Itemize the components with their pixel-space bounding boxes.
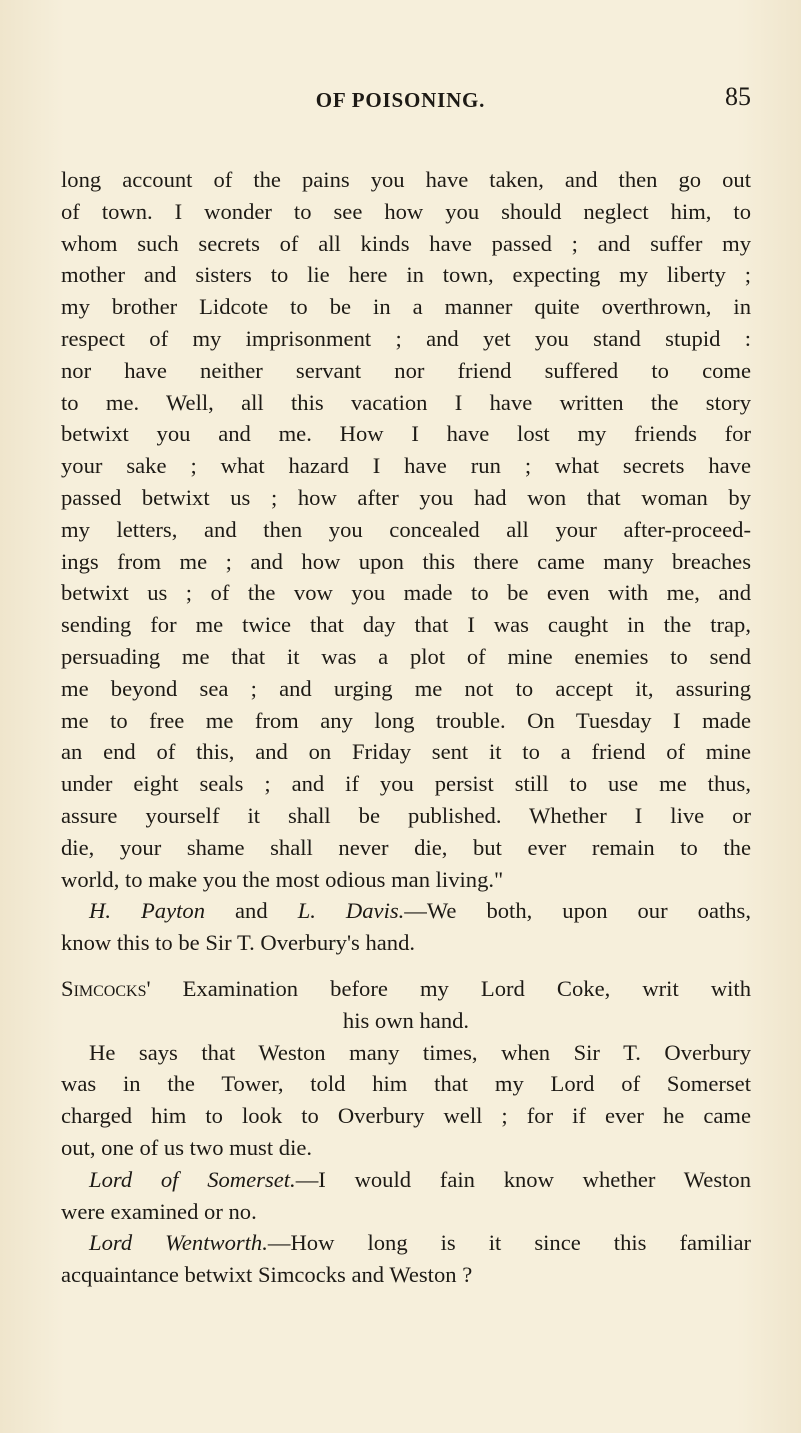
text-line: out, one of us two must die. [61, 1134, 313, 1160]
dialogue-line [61, 1164, 751, 1196]
section-heading-line2: his own hand. [342, 1007, 470, 1033]
conjunction: and [205, 898, 298, 924]
text-line: betwixt us ; of the vow you made to be even with me, and [61, 580, 751, 606]
text-line: passed betwixt us ; how after you had won that woman by [61, 484, 751, 510]
text-line: charged him to look to Overbury well ; for if ever he came [61, 1103, 751, 1129]
letter-text [61, 164, 751, 895]
text-line: mother and sisters to lie here in town, expecting my liberty ; [61, 262, 751, 288]
text-line: sending for me twice that day that I was caught in the trap, [61, 612, 751, 638]
text-line: ings from me ; and how upon this there came many breaches [61, 548, 751, 574]
dialogue-line [61, 1227, 751, 1259]
text-line: under eight seals ; and if you persist still to use me thus, [61, 771, 751, 797]
text-line: were examined or no. [61, 1198, 257, 1224]
text-line: die, your shame shall never die, but ever remain to the [61, 834, 751, 860]
body-text [61, 164, 751, 1291]
examination-section [61, 973, 751, 1291]
text-line: your sake ; what hazard I have run ; what secrets have [61, 453, 751, 479]
text-line: persuading me that it was a plot of mine enemies to send [61, 643, 751, 669]
attestation-line [61, 895, 751, 927]
text-line: assure yourself it shall be published. Whether I live or [61, 802, 751, 828]
attestation-line: know this to be Sir T. Overbury's hand. [61, 930, 416, 956]
text-line: an end of this, and on Friday sent it to a friend of mine [61, 739, 751, 765]
text-line: my letters, and then you concealed all your after-proceed- [61, 516, 751, 542]
heading-name: Simcocks' [61, 975, 151, 1001]
speech-text: —I would fain know whether Weston [295, 1166, 751, 1192]
witness-name: L. Davis. [297, 898, 405, 924]
text-line: whom such secrets of all kinds have passed ; and suffer my [61, 230, 751, 256]
heading-text: Examination before my Lord Coke, writ with [150, 975, 751, 1001]
witness-name: H. Payton [89, 898, 205, 924]
page-number: 85 [725, 82, 751, 111]
running-head: OF POISONING. [315, 88, 486, 112]
text-line: long account of the pains you have taken, and then go out [61, 167, 751, 192]
text-line: nor have neither servant nor friend suffered to come [61, 357, 751, 383]
text-line: acquaintance betwixt Simcocks and Weston ? [61, 1262, 473, 1288]
text-line: to me. Well, all this vacation I have written the story [61, 389, 751, 415]
text-line: my brother Lidcote to be in a manner quite overthrown, in [61, 294, 751, 320]
text-line: respect of my imprisonment ; and yet you stand stupid : [61, 325, 751, 351]
attestation-text: —We both, upon our oaths, [404, 898, 751, 924]
text-line: me beyond sea ; and urging me not to accept it, assuring [61, 675, 751, 701]
text-line: He says that Weston many times, when Sir T. Overbury [89, 1039, 751, 1065]
text-line: of town. I wonder to see how you should neglect him, to [61, 198, 751, 224]
section-heading [61, 973, 751, 1005]
text-line: me to free me from any long trouble. On Tuesday I made [61, 707, 751, 733]
attestation [61, 895, 751, 959]
text-line: world, to make you the most odious man living." [61, 866, 504, 892]
speaker-name: Lord of Somerset. [89, 1166, 296, 1192]
speech-text: —How long is it since this familiar [267, 1230, 751, 1256]
section-gap [61, 959, 751, 973]
text-line: was in the Tower, told him that my Lord of Somerset [61, 1071, 751, 1097]
text-line: betwixt you and me. How I have lost my friends for [61, 421, 751, 447]
speaker-name: Lord Wentworth. [89, 1230, 268, 1256]
page-header [0, 82, 801, 118]
